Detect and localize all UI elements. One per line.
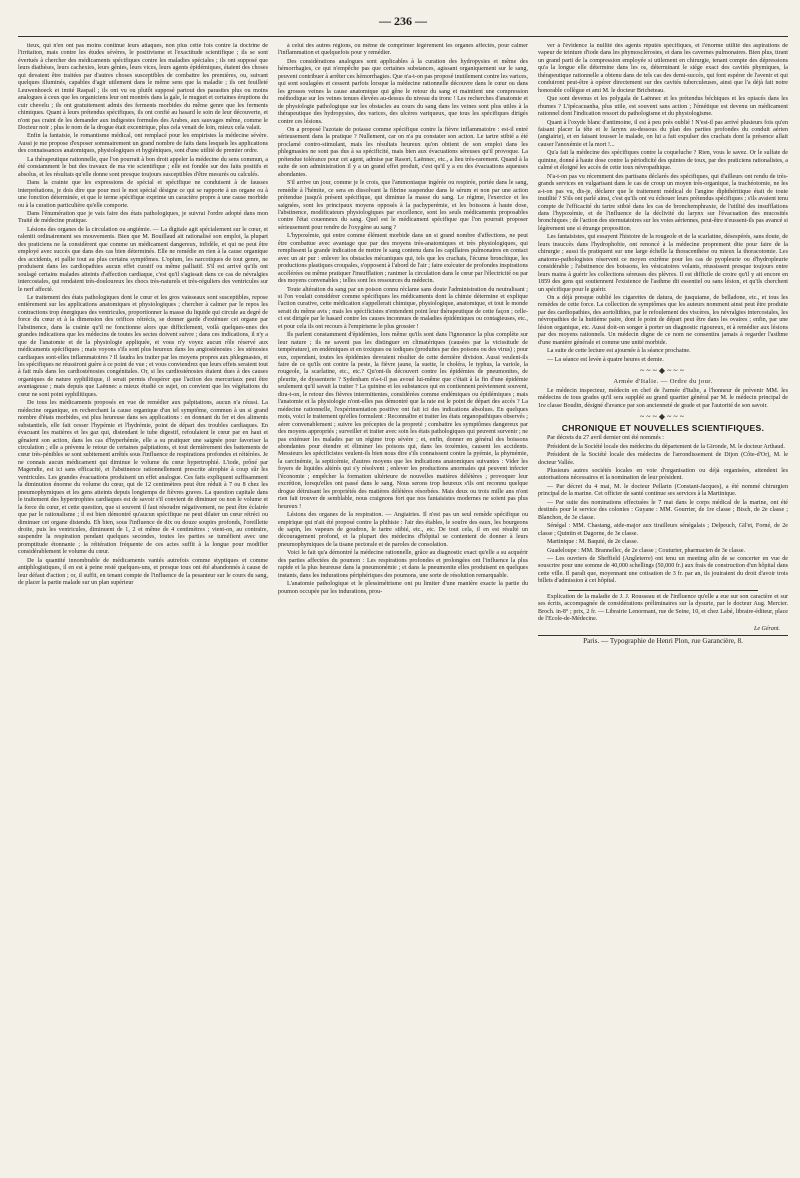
paragraph: N'a-t-on pas vu récemment des partisans déclarés des spécifiques, qui d'ailleurs ont rendu de très-grands services en vulgarisant dans le cas de croup un moyen très-organique, la trachéotomie, ne les a-t-on pas vu, dis-je, déclarer que le traitement médical de l'angine diphthéritique était de toute inutilité ? S'ils ont parlé ainsi, c'est qu'ils ont vu échouer leurs prétendus spécifiques ; s'ils avaient tenu compte de l'efficacité du tartre stibié dans les cas de bronchemphraxie, de l'utilité des insufflations dans l'hypoxémie, et de l'influence de la déclivité du larynx sur l'évacuation des mucosités bronchiques ; de l'action des sternutatoires sur les voies aériennes, peut-être n'eussent-ils pas avancé si légèrement une si étrange proposition.	[538, 173, 788, 232]
paragraph: Dans la crainte que les expressions de spécial et spécifique ne conduisent à de fausses interprétations, je dois dire que pour moi le mot spécial désigne ce qui se rapporte à un organe ou à une fonction déterminée, et que le terme spécifique exprime un caractère propre à une cause morbide ou à la curation particulière qu'elle comporte.	[18, 180, 268, 209]
paragraph: On a proposé l'azotate de potasse comme spécifique contre la fièvre inflammatoire : est-il entré sérieusement dans la pratique ? Nullement, car on n'a pu constater son action. Le tartre stibié a été proclamé contro-stimulant, mais les résultats heureux qu'on obtient de son emploi dans les phlegmasies ne sont pas dus à sa spécificité, mais bien aux évacuations séreuses qu'il provoque. La prétendue tolérance pour cet agent, admise par Rasori, Laënnec, etc., a lieu très-rarement. Quand à la suite de son administration il y a un grand effet produit, c'est qu'il y a eu des évacuations aqueuses abondantes.	[278, 126, 528, 178]
chronique-item: Par décrets du 27 avril dernier ont été nommés :	[547, 435, 664, 442]
chronique-item: Guadeloupe : MM. Brannellec, de 2e classe ; Couturier, pharmacien de 3e classe.	[547, 547, 746, 554]
divider-rule	[568, 590, 758, 591]
chronique-item: — Par suite des nominations effectuées le 7 mai dans le corps médical de la marine, ont été destinés pour le service des colonies : Guyane : MM. Gourrier, de 1re classe ; Bisch, de 2e classe ; Blanchon, de 3e classe.	[538, 499, 788, 521]
chronique-item: Sénégal : MM. Chastang, aide-major aux tirailleurs sénégalais ; Delpeuch, Gil'et, Forné, de 2e classe ; Quintin et Dagorne, de 3e classe.	[538, 523, 788, 537]
paragraph: Enfin la fantaisie, le romantisme médical, ont remplacé pour les empiristes la médecine sévère. Aussi je me propose d'exposer sommairement un grand nombre de faits dans lesquels les applications des connaissances anatomiques, physiologiques et hygiéniques, sont d'une utilité de premier ordre.	[18, 133, 268, 155]
paragraph: — La séance est levée à quatre heures et demie.	[547, 356, 664, 363]
paragraph: Des considérations analogues sont applicables à la curation des hydropysies et même des hémorrhagies, ce qui n'empêche pas que certaines substances, agissant organiquement sur le sang, peuvent contribuer à arrêter ces hémorrhagies. Que n'a-t-on pas proposé inutilement contre les varices, qui sont soulagées et cessent parfois lorsque la médecine rationnelle découvre dans le cœur ou dans les grosses veines la cause anatomique qui gêne le retour du sang et maintient une compression méthodique sur les veines tenues élevées au-dessus du niveau du tronc ! Les recherches d'anatomie et de physiologie pathologique sur les obstacles au cours du sang dans les veines sont plus utiles à la thérapeutique des hydropysies, des varices, des ulcères variqueux, que tous les spécifiques dirigés contre ces lésions.	[278, 58, 528, 125]
column-middle	[278, 43, 528, 1169]
paragraph: Dans l'énumération que je vais faire des états pathologiques, je suivrai l'ordre adopté dans mon Traité de médecine pratique.	[18, 210, 268, 225]
paragraph: Toute altération du sang par un poison connu réclame sans doute l'administration du neutralisant ; si l'on voulait considérer comme spécifiques les médicaments dont la chimie détermine et explique l'action curative, cette médication s'appellerait chimique, physiologique, anatomique, et tout le monde serait du même avis ; mais les spécificistes n'entendent point leur thérapeutique de cette façon ; celle-ci est dirigée par le hasard contre les causes inconnues de maladies épidémiques ou contagieuses, etc., et pour cela ils ont recours à l'empirisme le plus grossier !	[278, 286, 528, 330]
chronique-item: — Par décret du 4 mai, M. le docteur Pellarin (Constant-Jacques), a été nommé chirurgien principal de la marine. Cet officier de santé continue ses services à la Martinique.	[538, 483, 788, 498]
page-number: — 236 —	[379, 14, 427, 28]
paragraph: Voici le fait qu'a démontré la médecine rationnelle, grâce au diagnostic exact qu'elle a su acquérir des parties affectées du poumon : Les respirations profondes et prolongées ont l'influence la plus rapide et la plus heureuse dans la pneumonémie ; et dans la pneumonite elles produisent en quelques instants, dans les indurations périphériques des poumons, une sorte de résolution remarquable.	[278, 550, 528, 579]
paragraph: Quant à l'oxyde blanc d'antimoine, il est à peu près oublié ! N'est-il pas arrivé plusieurs fois qu'en faisant placer la tête et le larynx au-dessous du plan des parties profondes du conduit aérien (angiairie), et en faisant tousser le malade, on lui a fait expulser des crachats dont la présence allait causer l'anoxémie et la mort !...	[538, 119, 788, 148]
army-title: Armée d'Italie. — Ordre du jour.	[613, 378, 713, 386]
paragraph: Lésions des organes de la respiration. — Angiairies. Il n'est pas un seul remède spécifique ou empirique qui n'ait été proposé contre la phthisie : l'air des étables, le soufre des eaux, les bourgeons de sapin, les vapeurs de goudron, le tartre stibié, etc., etc. De tout cela, il en est résulté un découragement profond, et la plupart des médecins d'hôpital se contentent de donner à leurs pneumophymiques de la tisane pectorale et de paroles de consolation.	[278, 512, 528, 548]
ornament-divider-2: ~~~◆~~~	[639, 412, 687, 422]
ornament-divider: ~~~◆~~~	[639, 366, 687, 376]
chronique-paragraphs	[538, 435, 788, 586]
paragraph: L'anatomie pathologique et le plessimétrisme ont pu limiter d'une manière exacte la partie du poumon occupée par les indurations, prou-	[278, 581, 528, 595]
paragraph: Lésions des organes de la circulation ou angiémie. — La digitale agit spécialement sur le cœur, et ralentit ordinairement ses mouvements. Bien que M. Bouillaud ait rationalisé son emploi, la plupart des praticiens ne la considèrent que comme un médicament dangereux, infidèle, et qui ne peut être employé avec succès que dans des cas bien déterminés. Elle ne remédie en rien à la cause organique des accidents, et pallie tout au plus certains symptômes. L'opium, les narcotiques de tout genre, ne produisent dans les cardiopathies aucun effet curatif ou même palliatif. S'il est arrivé qu'ils ont soulagé certains malades atteints d'affection cardiaque, c'est qu'il s'agissait dans ce cas de névralgies intercostales, qui rendaient très-douloureux les chocs très-naturels et très-réguliers des ventricules sur le nerf affecté.	[18, 226, 268, 293]
army-text: Le médecin inspecteur, médecin en chef de l'armée d'Italie, a l'honneur de prévenir MM. les médecins de tous grades qu'il sera suppléé au grand quartier général par M. le médecin principal de 1re classe Boudin, désigné d'avance par son ancienneté de grade et par l'autorité de son savoir.	[538, 387, 788, 409]
imprint: Paris. — Typographie de Henri Plon, rue Garancière, 8.	[538, 635, 788, 645]
column-right-paragraphs	[538, 43, 788, 364]
signature: Le Gérant.	[754, 625, 780, 632]
paragraph: tieux, qui n'en ont pas moins continué leurs attaques, non plus cette fois contre la doctrine de l'irritation, mais contre les études sévères, le positivisme et l'exactitude scientifique ; ils se sont évertués à chercher des médicaments spécifiques contre les maladies spéciales ; ils ont supposé que leurs diathèses, leurs cachexies, leurs génies, leurs vices, leurs agents épidémiques, étaient des choses qui devaient être traitées par d'autres choses susceptibles de combattre les premières, ou, suivant quelques illuminés, capables d'agir utilement dans le même sens que la maladie ; ils ont feuilleté Leuwenhoeck et imité Raspail ; ils ont vu ou plutôt supposé partout des parasites plus ou moins analogues à ceux que les organiciens leur ont montrés dans la gale, le muguet et certaines éruptions du cuir chevelu ; ils ont gratuitement admis des ferments morbides du même genre que les ferments chimiques. Quant à leurs prétendus spécifiques, ils ont confié au hasard le soin de leur découverte, et n'ont pas craint de les demander aux indigestes formules des Arabes, aux sauvages même, comme le Docteur noir ; plus le nom de la drogue était excentrique, plus cela venait de loin, mieux cela valait.	[18, 43, 268, 131]
chronique-item: Président de la Société locale des médecins de l'arrondissement de Dijon (Côte-d'Or), M. le docteur Vallée.	[538, 452, 788, 466]
paragraph: Que sont devenus et les polygala de Laënnec et les prétendus béchiques et les opiacés dans les rhumes ? L'ipécacuanha, plus utile, est souvent sans action ; l'émétique est devenu un médicament rationnel dont l'indication ressort du pathologisme et du physiologisme.	[538, 96, 788, 118]
text-columns	[18, 43, 788, 1169]
paragraph: à celui des autres régions, ou même de comprimer légèrement les organes affectés, pour calmer l'inflammation et quelquefois pour y remédier.	[278, 43, 528, 57]
paragraph: De tous les médicaments proposés en vue de remédier aux palpitations, aucun n'a réussi. La médecine organique, en recherchant la cause organique d'un tel symptôme, commun à un si grand nombre d'états morbides, est plus heureuse dans ses applications : en donnant du fer et des aliments substantiels, elle fait cesser l'hypémie et l'hydrémie, point de départ des troubles cardiaques. En évacuant les matières et les gaz qui, distendant le tube digestif, refoulaient le cœur par en haut et gênaient son action, dans les cas d'hyperhémie, elle a su pratiquer une saignée pour favoriser la circulation ; elle a prévenu le retour de certaines palpitations, et tout dernièrement des battements de cœur très-pénibles se sont subitement arrêtés sous l'influence de respirations profondes et réitérées. Je ne connais aucun médicament qui diminue le volume du cœur hypertrophié. L'iode, prôné par Magendie, est ici sans efficacité, et l'abstinence rationnellement prescrite atrophie à coup sûr les ventricules. Les grandes évacuations produisent un effet analogue. Ces faits expliquent suffisamment la diminution énorme du volume du cœur, qui de 12 centimètres peut être réduit à 7 ou 8 chez les pneumophymiques et les gens atteints depuis longtemps de fièvres graves. La question capitale dans le traitement des hypertrophies cardiaques est de savoir s'il convient de diminuer ou non le volume et la force du cœur, et cette question, que si souvent il faut résoudre négativement, ne peut être éclairée que par le rationalisme ; il est bien démontré qu'aucun spécifique ne peut dilater un cœur rétréci ou diminuer cet organe distendu. Eh bien, sous l'influence de dix ou douze soupirs profonds, l'oreillette droite, puis les ventricules, diminuent de 1, 2 et même de 4 centimètres ; vient-on, au contraire, suspendre la respiration pendant quelques secondes, toutes les parties se tuméfient avec une promptitude étonnante ; la réitération fréquente de ces actes suffit à la longue pour modifier considérablement le volume du cœur.	[18, 400, 268, 556]
chronique-item: Martinique : M. Baquié, de 2e classe.	[547, 539, 639, 546]
paragraph: On a déjà presque oublié les cigarettes de datura, de jusquiame, de belladone, etc., et tous les remèdes de cette force. La collection de symptômes que les auteurs nomment ainsi peut être produite par des cardiopathies, des aortolithies, par le refoulement des viscères, les névralgies intercostales, les névropathies de la huitième paire, dont le point de départ peut être dans les ovaires ; enfin, par une lésion organique, etc. Aussi doit-on songer à porter un diagnostic rigoureux, et à remédier aux lésions par des moyens rationnels. Un médecin digne de ce nom ne consentira jamais à regarder l'asthme d'une manière générale et comme une unité morbide.	[538, 294, 788, 346]
chronique-item: — Les ouvriers de Sheffield (Angleterre) ont tenu un meeting afin de se concerter en vue de souscrire pour une somme de 40,000 schellings (50,000 fr.) aux frais de construction d'un hôpital dans cette ville. Il paraît que, moyennant une cotisation de 3 fr. par an, ils jouiraient du droit d'avoir trois billets d'admission à cet hôpital.	[538, 556, 788, 585]
paragraph: La thérapeutique rationnelle, que l'on pourrait à bon droit appeler la médecine du sens commun, a été constamment le but des travaux de ma vie scientifique ; elle est fondée sur des faits positifs et absolus, et les résultats qu'elle donne sont presque toujours susceptibles d'être mesurés ou calculés.	[18, 156, 268, 178]
paragraph: S'il arrive un jour, comme je le crois, que l'ammoniaque ingérée ou respirée, portée dans le sang, remédie à l'hémite, ce sera en dissolvant la fibrine suspendue dans le sérum et non par une action prétendue jusqu'à présent spécifique, qui diminue la masse du sang. Le régime, l'exercice et les saignées, sont les principaux moyens opposés à la pachyperémie, et les boissons à haute dose, l'abstinence, modificateurs physiologiques par excellence, sont les seuls médicaments proposables contre l'état couenneux du sang. Quel est le médicament spécifique que l'on pourrait proposer sérieusement pour rendre de l'oxygène au sang ?	[278, 180, 528, 231]
paragraph: De la quantité innombrable de médicaments vantés autrefois comme styptiques et comme antiphlogistiques, il en est à peine resté quelques-uns, et presque tous ont été abandonnés à cause de leur défaut d'action ; or, il suffit, en tenant compte de l'influence de la pesanteur sur le cours du sang, de placer la partie malade sur un plan supérieur	[18, 557, 268, 587]
paragraph: Le traitement des états pathologiques dont le cœur et les gros vaisseaux sont susceptibles, repose entièrement sur les applications anatomiques et physiologiques ; chercher à calmer par le repos les contractions trop énergiques des ventricules, proportionner la masse du liquide qui circule au degré de force du cœur et à la dimension des orifices rétrécis, se donner garde d'exténuer cet organe par l'abstinence, dans la crainte qu'il ne fonctionne alors que difficilement, voilà quelques-unes des grandes indications que les médecins de toutes les sectes doivent suivre ; dans ces indications, il n'y a que de l'anatomie et de la physiologie appliquée, et vous n'y voyez aucun rôle réservé aux médicaments spécifiques ; mais voyons s'ils sont plus heureux dans les angiosténosies : les sténosies cardiaques sont-elles inflammatoires ? Il faudra les traiter par les moyens propres aux phlegmasies, et les spécifiques ne réussiront guère à ce point de vue ; et vous conviendrez que leurs effets seraient tout à fait nuls dans les cardiosténosies congénitales. Or, si les cardiosténosies étaient dues à des causes organiques de nature syphilitique, il serait permis d'espérer que l'action des mercuriaux peut être avantageuse ; mais depuis que Laënnec a mieux étudié ce sujet, on convient que les végétations du cœur ne sont point syphilitiques.	[18, 294, 268, 398]
chronique-item: Plusieurs autres sociétés locales en voie d'organisation ou déjà organisées, attendent les autorisations nécessaires et la nomination de leur président.	[538, 468, 788, 482]
paragraph: Les fantaisistes, qui essayent l'histoire de la rougeole et de la scarlatine, désespérés, sans doute, de leurs insuccès dans l'hydrophobie, ont renoncé à la médecine proprement dite pour faire de la chirurgie ; aussi ils pratiquent sur une large échelle la thoracenthèse ou mieux la thoracotomie. Les anatomo-pathologistes réservent ce moyen extrême pour les cas de pyopleurie ou d'hydropleurie considérable ; l'abstinence des boissons, les vésicatoires volants, réussissent presque toujours entre leurs mains à guérir les collections séreuses des plèvres. Il est difficile de croire qu'il y ait encore en 1859 des gens qui soutiennent l'existence de l'asthme dit essentiel ou sans lésion, et qu'ils cherchent un spécifique pour le guérir.	[538, 234, 788, 293]
book-notice: Explication de la maladie de J. J. Rousseau et de l'influence qu'elle a eue sur son caractère et sur ses écrits, accompagnée de considérations préliminaires sur la dysurie, par le docteur Aug. Mercier. Broch. in-8° ; prix, 2 fr. — Librairie Lenormant, rue de Seine, 10, et chez Labé, libraire-éditeur, place de l'Ecole-de-Médecine.	[538, 593, 788, 623]
chronique-title: CHRONIQUE ET NOUVELLES SCIENTIFIQUES.	[561, 422, 765, 433]
paragraph: ver à l'évidence la nullité des agents réputés spécifiques, et l'énorme utilité des aspirations de vapeur de teinture d'iode dans les phymosclérosies, et dans les cavernes pulmonaires. Bien plus, tirant un grand parti de la compression employée si utilement en chirurgie, tenant compte des dépressions qu'a la longue elle détermine dans les os, déterminant le siége exact des cavités phymiques, la thérapeutique rationnelle a obtenu dans de tels cas des demi-succès, qui font espérer de l'avenir et qui conduiront peut-être à opérer directement sur des cavités tuberculeuses, ainsi que l'a déjà fait notre honorable collègue et ami M. le docteur Bricheteau.	[538, 43, 788, 94]
paragraph: L'hypoxémie, qui entre comme élément morbide dans un si grand nombre d'affections, ne peut être combattue avec avantage que par des moyens très-anatomiques et très physiologiques, qui remplissent la grande indication de mettre le sang contenu dans les capillaires pulmonaires en contact avec un air pur : enlever les obstacles mécaniques qui, tels que les crachats, l'écume bronchique, les productions plastiques croupales, s'opposent à l'abord de l'air ; faire exécuter de profondes inspirations accélérées ou même pratiquer l'insufflation ; ranimer la circulation dans le cœur par l'électricité ou par des moyens convenables ; telles sont les ressources du médecin.	[278, 233, 528, 285]
column-right	[538, 43, 788, 1169]
chronique-item: Président de la Société locale des médecins du département de la Gironde, M. le docteur Arthaud.	[547, 443, 785, 450]
page-header	[18, 10, 788, 37]
paragraph: La suite de cette lecture est ajournée à la séance prochaine.	[547, 348, 691, 355]
paragraph: Ils parlent constamment d'épidémies, lors même qu'ils sont dans l'ignorance la plus complète sur leur nature ; ils ne savent pas les distinguer en climatériques (causées par la vicissitude de température), en endémiques et en toxiques ou iodiques (produites par des poisons ou des virus) ; pour eux, cependant, toutes les épidémies devraient résulter de cette dernière division. Aussi veulent-ils faire de ce qu'ils ont contre la peste, la fièvre jaune, la suette, le choléra, le typhus, la variole, la rougeole, la scarlatine, etc., etc.? Qu'ont-ils découvert contre les épidémies de pneumonites, de pleurite, de dyssenterie ? Sydenham n'a-t-il pas avoué lui-même que c'était à la fin d'une épidémie seulement qu'il savait la traiter ? La quinine et les substances qui en contiennent préviennent souvent, dira-t-on, le retour des fièvres intermittentes, considérées comme endémiques ou épidémiques ; mais l'anatomie et la physiologie n'ont-elles pas démontré que la rate est le point de départ des accès ? La médecine rationnelle, l'expérimentation positive ont fait ici des indications absolues. En quelques mots, voici le traitement qu'elles formulent : Reconnaître et traiter les états organopathiques observés ; aérer convenablement ; suivre les préceptes de la propreté ; combattre les symptômes dangereux par des moyens appropriés ; surveiller et traiter avec soin les états pathologiques qui peuvent survenir ; ne pas exténuer les malades par un régime trop sévère ; et, enfin, donner en général des boissons abondantes pour étendre et éliminer les poisons qui, dans les toxémies, causent les accidents. Messieurs les spécificistes veulent-ils bien nous dire s'ils connaissent contre la pyémie, la phymémie, la carcinémie, la septicémie, d'autres moyens que les indications anatomiques suivantes : Vider les foyers de liquides altérés qui s'y résolvent ; enlever les productions anormales qui peuvent infecter l'économie ; empêcher la formation ultérieure de nouvelles matières délétères ; provoquer leur excrétion, lorsqu'elles ont passé dans le sang. Nous serons trop heureux s'ils ont reconnu quelque drogue détruisant les propriétés des matières délétères résorbées. Mais deux ou trois mille ans n'ont rien fait trouver de semblable, nous craignons fort que nos fantaisistes modernes ne soient pas plus heureux !	[278, 332, 528, 510]
column-left	[18, 43, 268, 1169]
paragraph: Qu'a fait la médecine des spécifiques contre la coqueluche ? Rien, vous le savez. Or le sulfate de quinine, donné à haute dose contre la périodicité des quintes de toux, par des praticiens rationalistes, a calmé et éloigné les accès de cette toux névropathique.	[538, 150, 788, 172]
